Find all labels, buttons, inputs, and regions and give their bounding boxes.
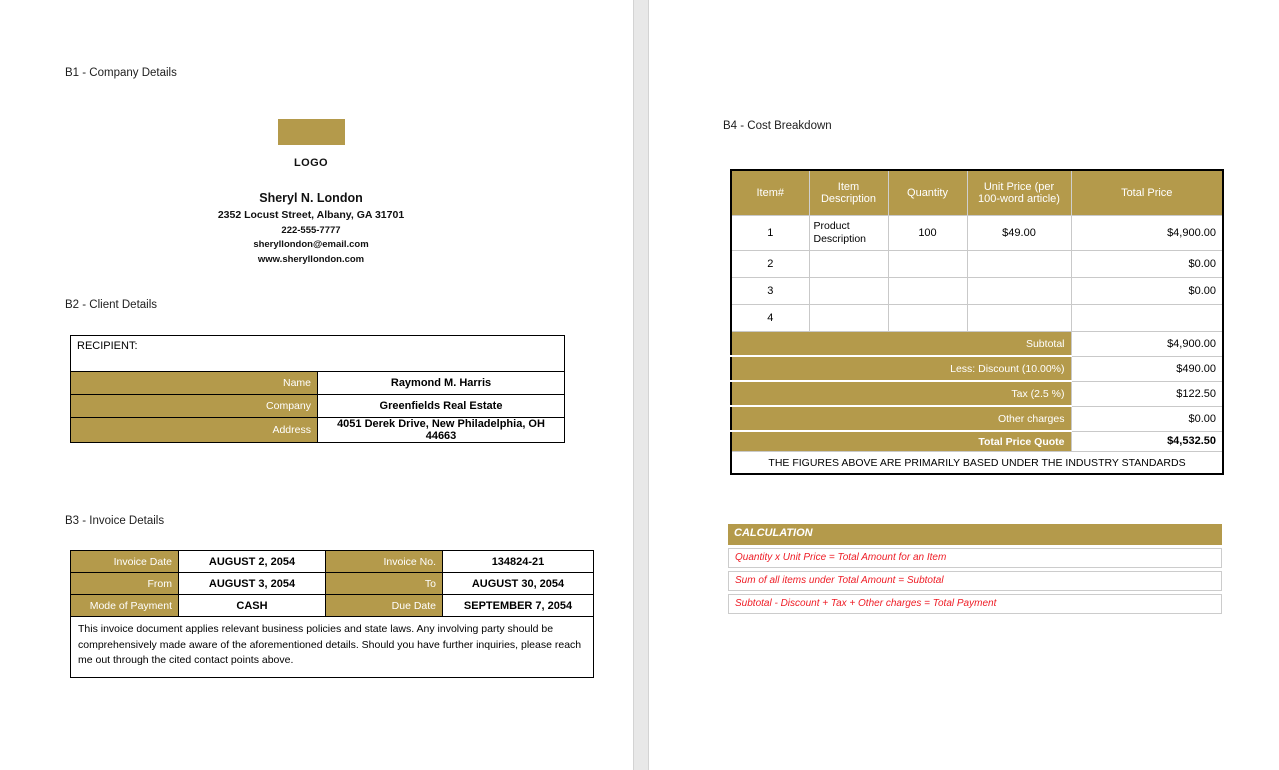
item-description xyxy=(809,251,888,278)
item-unit-price xyxy=(967,278,1071,305)
cost-footer-row xyxy=(731,452,1223,475)
summary-value-total: $4,532.50 xyxy=(1071,431,1223,452)
summary-row-discount xyxy=(731,356,1223,381)
summary-label-discount: Less: Discount (10.00%) xyxy=(731,356,1071,381)
column-header-description: Item Description xyxy=(809,170,888,216)
summary-label-tax: Tax (2.5 %) xyxy=(731,381,1071,406)
invoice-table xyxy=(70,550,594,678)
page-divider xyxy=(633,0,649,770)
field-value-address: 4051 Derek Drive, New Philadelphia, OH 44663 xyxy=(318,418,565,443)
item-unit-price xyxy=(967,251,1071,278)
field-label-from: From xyxy=(71,573,179,595)
field-value-invoice-no: 134824-21 xyxy=(443,551,594,573)
item-description: Product Description xyxy=(809,216,888,251)
invoice-row-2 xyxy=(71,573,594,595)
section-title-b2: B2 - Client Details xyxy=(65,299,158,311)
summary-label-subtotal: Subtotal xyxy=(731,332,1071,357)
field-label-mode-of-payment: Mode of Payment xyxy=(71,595,179,617)
field-value-to: AUGUST 30, 2054 xyxy=(443,573,594,595)
company-logo xyxy=(278,119,345,145)
summary-row-other-charges xyxy=(731,406,1223,431)
cost-header-row xyxy=(731,170,1223,216)
field-label-address: Address xyxy=(71,418,318,443)
calculation-header: CALCULATION xyxy=(728,524,1222,545)
section-title-b4: B4 - Cost Breakdown xyxy=(723,120,832,132)
item-unit-price xyxy=(967,305,1071,332)
company-name: Sheryl N. London xyxy=(259,191,363,205)
field-value-from: AUGUST 3, 2054 xyxy=(179,573,326,595)
field-label-invoice-date: Invoice Date xyxy=(71,551,179,573)
recipient-header: RECIPIENT: xyxy=(71,336,565,372)
field-label-company: Company xyxy=(71,395,318,418)
summary-label-other-charges: Other charges xyxy=(731,406,1071,431)
item-row-2 xyxy=(731,251,1223,278)
calculation-rule-1: Quantity x Unit Price = Total Amount for an Item xyxy=(728,548,1222,568)
invoice-row-3 xyxy=(71,595,594,617)
item-number: 2 xyxy=(731,251,809,278)
field-label-due-date: Due Date xyxy=(326,595,443,617)
calculation-rule-2: Sum of all items under Total Amount = Subtotal xyxy=(728,571,1222,591)
item-quantity: 100 xyxy=(888,216,967,251)
item-description xyxy=(809,305,888,332)
invoice-row-1 xyxy=(71,551,594,573)
item-total-price: $0.00 xyxy=(1071,251,1223,278)
table-footer-note: THE FIGURES ABOVE ARE PRIMARILY BASED UNDER THE INDUSTRY STANDARDS xyxy=(731,452,1223,475)
summary-row-total xyxy=(731,431,1223,452)
invoice-note: This invoice document applies relevant business policies and state laws. Any involving party should be comprehensively made aware of the aforementioned details. Should you have further inquiries, please reach me out through the cited contact points above. xyxy=(71,617,594,678)
summary-row-subtotal xyxy=(731,332,1223,357)
summary-value-other-charges: $0.00 xyxy=(1071,406,1223,431)
field-value-company: Greenfields Real Estate xyxy=(318,395,565,418)
field-label-invoice-no: Invoice No. xyxy=(326,551,443,573)
summary-value-subtotal: $4,900.00 xyxy=(1071,332,1223,357)
field-label-to: To xyxy=(326,573,443,595)
company-phone: 222-555-7777 xyxy=(281,225,341,236)
field-label-name: Name xyxy=(71,372,318,395)
item-row-4 xyxy=(731,305,1223,332)
logo-label: LOGO xyxy=(294,157,328,169)
calculation-rule-3: Subtotal - Discount + Tax + Other charges = Total Payment xyxy=(728,594,1222,614)
field-value-mode-of-payment: CASH xyxy=(179,595,326,617)
summary-label-total: Total Price Quote xyxy=(731,431,1071,452)
calculation-section xyxy=(728,524,1222,614)
field-value-due-date: SEPTEMBER 7, 2054 xyxy=(443,595,594,617)
cost-breakdown-table xyxy=(730,169,1224,475)
item-number: 3 xyxy=(731,278,809,305)
item-quantity xyxy=(888,251,967,278)
item-number: 4 xyxy=(731,305,809,332)
section-title-b1: B1 - Company Details xyxy=(65,67,177,79)
item-total-price xyxy=(1071,305,1223,332)
recipient-header-row xyxy=(71,336,565,372)
field-value-invoice-date: AUGUST 2, 2054 xyxy=(179,551,326,573)
summary-value-discount: $490.00 xyxy=(1071,356,1223,381)
column-header-unit-price: Unit Price (per 100-word article) xyxy=(967,170,1071,216)
item-number: 1 xyxy=(731,216,809,251)
item-total-price: $0.00 xyxy=(1071,278,1223,305)
invoice-note-row xyxy=(71,617,594,678)
recipient-row-company xyxy=(71,395,565,418)
summary-row-tax xyxy=(731,381,1223,406)
item-row-3 xyxy=(731,278,1223,305)
item-unit-price: $49.00 xyxy=(967,216,1071,251)
item-total-price: $4,900.00 xyxy=(1071,216,1223,251)
recipient-row-address xyxy=(71,418,565,443)
item-row-1 xyxy=(731,216,1223,251)
summary-value-tax: $122.50 xyxy=(1071,381,1223,406)
column-header-total-price: Total Price xyxy=(1071,170,1223,216)
item-description xyxy=(809,278,888,305)
company-email: sheryllondon@email.com xyxy=(253,239,369,250)
item-quantity xyxy=(888,278,967,305)
company-street: 2352 Locust Street, Albany, GA 31701 xyxy=(217,209,405,221)
field-value-name: Raymond M. Harris xyxy=(318,372,565,395)
item-quantity xyxy=(888,305,967,332)
section-title-b3: B3 - Invoice Details xyxy=(65,515,165,527)
column-header-quantity: Quantity xyxy=(888,170,967,216)
column-header-item-num: Item# xyxy=(731,170,809,216)
company-website: www.sheryllondon.com xyxy=(257,254,365,265)
recipient-table xyxy=(70,335,565,443)
recipient-row-name xyxy=(71,372,565,395)
